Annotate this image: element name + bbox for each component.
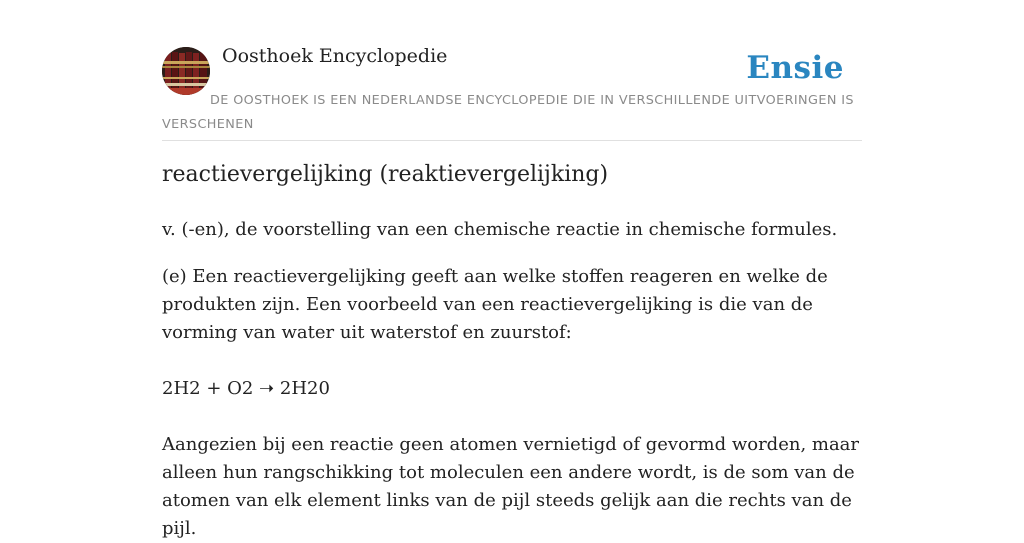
entry-conclusion: Aangezien bij een reactie geen atomen vernietigd of gevormd worden, maar alleen hun rangschikking tot moleculen een andere wordt, is de som van de atomen van elk element links van de pijl steeds gelijk aan die rechts van de pijl. <box>162 434 860 539</box>
source-description: DE OOSTHOEK IS EEN NEDERLANDSE ENCYCLOPEDIE DIE IN VERSCHILLENDE UITVOERINGEN IS VERSCHENEN <box>162 93 854 132</box>
entry-title: reactievergelijking (reaktievergelijking) <box>162 162 609 187</box>
encyclopedia-books-icon <box>162 47 210 95</box>
entry-formula: 2H2 + O2 ➝ 2H20 <box>162 378 330 399</box>
entry-body <box>162 216 862 543</box>
ensie-logo[interactable]: Ensie <box>746 50 844 86</box>
entry-explanation: (e) Een reactievergelijking geeft aan welke stoffen reageren en welke de produkten zijn. Een voorbeeld van een reactievergelijking is die van de vorming van water uit waterstof en zuurstof: <box>162 266 828 343</box>
source-header <box>162 0 862 141</box>
entry-page <box>162 0 862 539</box>
entry-definition: v. (-en), de voorstelling van een chemische reactie in chemische formules. <box>162 219 838 240</box>
paragraph-gap <box>162 347 862 375</box>
source-avatar[interactable] <box>162 47 210 95</box>
paragraph-gap <box>162 403 862 431</box>
source-name-link[interactable]: Oosthoek Encyclopedie <box>222 45 448 67</box>
